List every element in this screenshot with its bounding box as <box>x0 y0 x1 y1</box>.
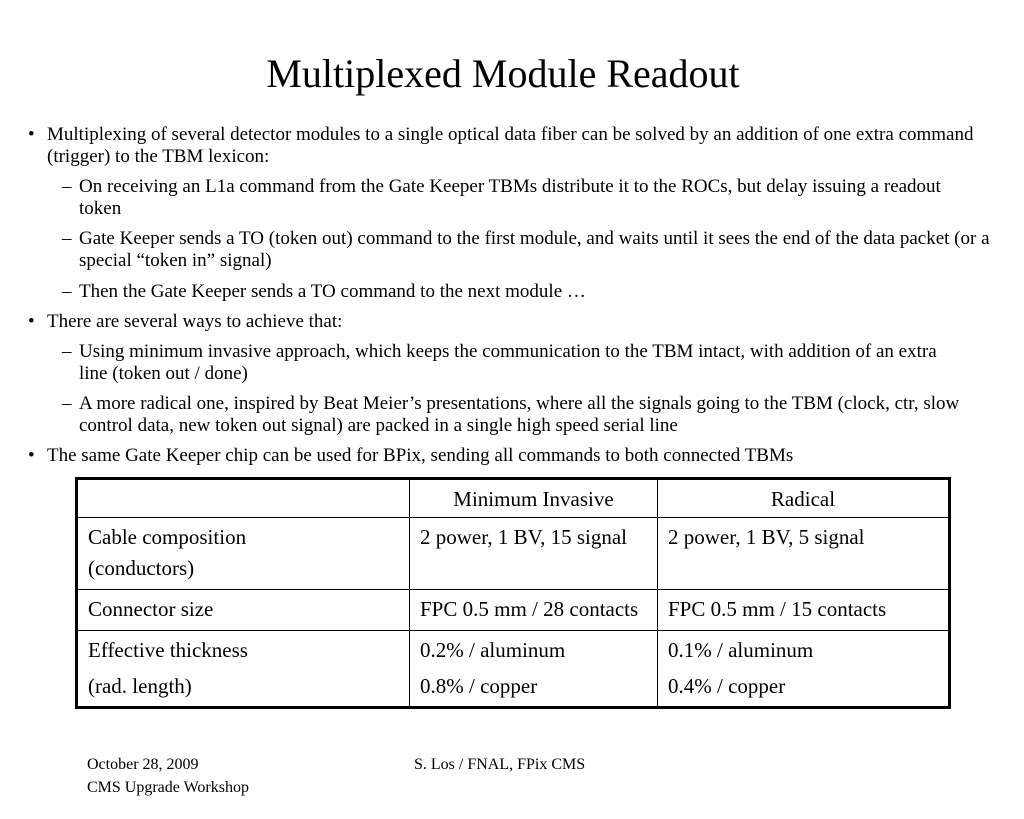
bullet-text: The same Gate Keeper chip can be used for BPix, sending all commands to both connected TBMs <box>47 445 794 466</box>
bullet-marker: • <box>28 311 35 332</box>
sub-bullet-text: A more radical one, inspired by Beat Meier’s presentations, where all the signals going to the TBM (clock, ctr, slow control data, new token out signal) are packed in a single high speed serial line <box>79 393 960 436</box>
slide-title: Multiplexed Module Readout <box>266 51 740 96</box>
table-cell <box>658 631 950 708</box>
row-label-cell <box>77 631 410 708</box>
table-cell-line: 0.1% / aluminum <box>668 638 814 662</box>
table-row <box>77 590 950 631</box>
sub-bullet-marker: – <box>62 341 72 362</box>
sub-bullet-marker: – <box>62 228 72 249</box>
sub-bullet-item <box>62 228 994 272</box>
table-cell: FPC 0.5 mm / 15 contacts <box>658 590 950 631</box>
sub-bullet-text: Gate Keeper sends a TO (token out) command to the first module, and waits until it sees the end of the data packet (or a special “token in” signal) <box>79 228 990 271</box>
table-header-row <box>77 479 950 518</box>
row-label-line: Connector size <box>88 597 214 621</box>
sub-bullet-text: On receiving an L1a command from the Gate Keeper TBMs distribute it to the ROCs, but delay issuing a readout token <box>79 176 941 219</box>
footer-author: S. Los / FNAL, FPix CMS <box>414 756 586 773</box>
row-label-line: Effective thickness <box>88 638 248 662</box>
row-label-line: (conductors) <box>88 556 195 580</box>
table-cell-line: 0.2% / aluminum <box>420 638 566 662</box>
sub-bullet-marker: – <box>62 176 72 197</box>
row-label-line: (rad. length) <box>88 674 192 698</box>
table-cell: 2 power, 1 BV, 5 signal <box>658 518 950 590</box>
table-cell-line: 0.4% / copper <box>668 674 786 698</box>
sub-bullet-item <box>62 176 984 220</box>
table-cell <box>410 631 658 708</box>
bullet-marker: • <box>28 445 35 466</box>
table-cell: FPC 0.5 mm / 28 contacts <box>410 590 658 631</box>
sub-bullet-marker: – <box>62 281 72 302</box>
sub-bullet-marker: – <box>62 393 72 414</box>
row-label-line: Cable composition <box>88 525 247 549</box>
table-row <box>77 631 950 708</box>
sub-bullet-text: Using minimum invasive approach, which keeps the communication to the TBM intact, with addition of an extra line (token out / done) <box>79 341 937 384</box>
bullet-text: Multiplexing of several detector modules to a single optical data fiber can be solved by an addition of one extra command (trigger) to the TBM lexicon: <box>47 124 974 167</box>
row-label-cell <box>77 518 410 590</box>
bullet-marker: • <box>28 124 35 145</box>
bullet-item <box>28 124 992 168</box>
table-header-cell: Radical <box>658 479 950 518</box>
comparison-table <box>75 477 951 709</box>
table-cell: 2 power, 1 BV, 15 signal <box>410 518 658 590</box>
footer-date: October 28, 2009 <box>87 756 199 773</box>
table-header-cell <box>77 479 410 518</box>
sub-bullet-text: Then the Gate Keeper sends a TO command to the next module … <box>79 281 586 302</box>
table-row <box>77 518 950 590</box>
sub-bullet-item <box>62 341 959 385</box>
table-header-cell: Minimum Invasive <box>410 479 658 518</box>
bullet-item <box>28 445 992 467</box>
sub-bullet-item <box>62 281 984 303</box>
bullet-item <box>28 311 992 333</box>
row-label-cell <box>77 590 410 631</box>
bullet-text: There are several ways to achieve that: <box>47 311 343 332</box>
table-cell-line: 0.8% / copper <box>420 674 538 698</box>
footer-event: CMS Upgrade Workshop <box>87 779 249 796</box>
sub-bullet-item <box>62 393 994 437</box>
